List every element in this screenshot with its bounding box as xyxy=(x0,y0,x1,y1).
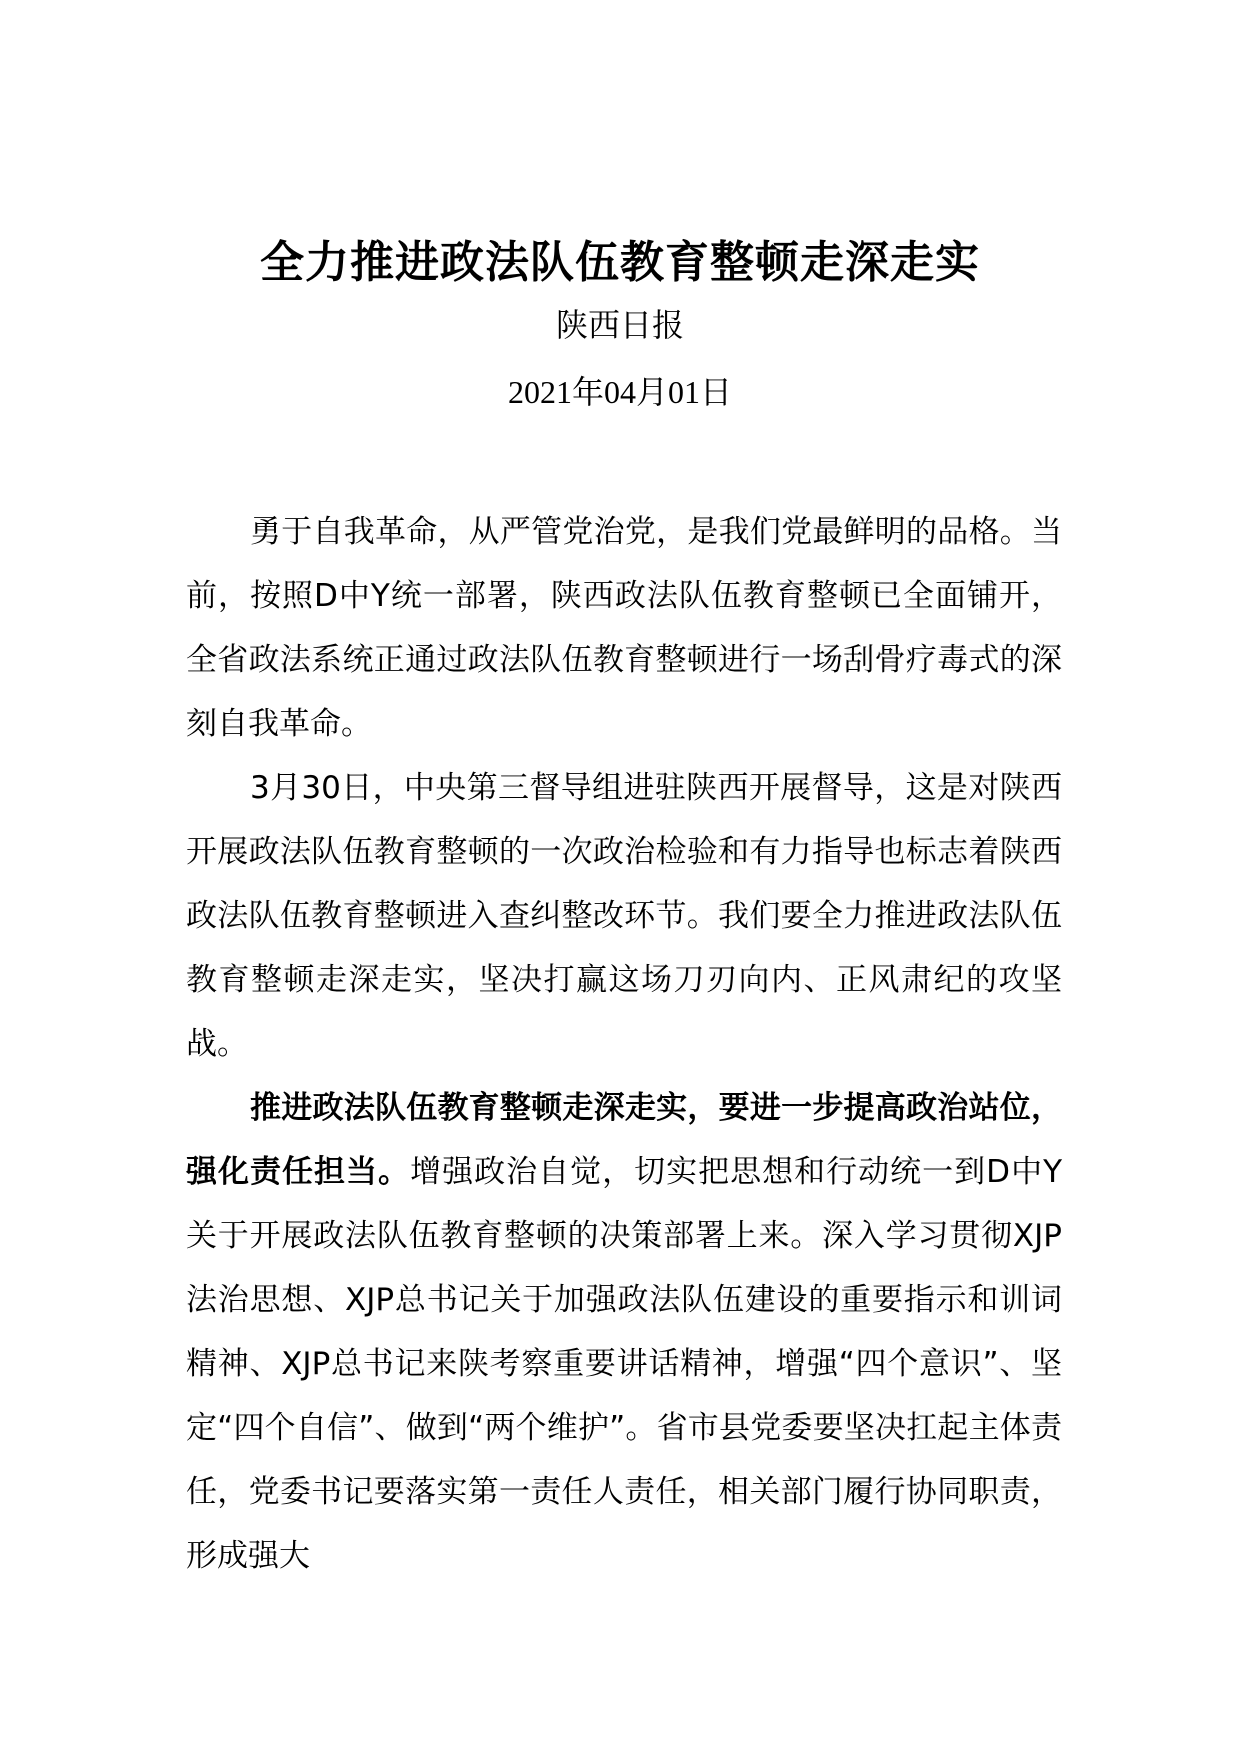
date-line: 2021年04月01日 xyxy=(507,374,732,410)
paragraph-lead: 推进政法队伍教育整顿走深走实，要进一步提高政治站位，强化责任担当。 xyxy=(186,1090,1062,1190)
paragraph-1 xyxy=(186,500,1062,756)
paragraph-2 xyxy=(186,756,1062,1076)
page-title: 全力推进政法队伍教育整顿走深走实 xyxy=(260,237,980,288)
paragraph-text: 3月30日，中央第三督导组进驻陕西开展督导，这是对陕西开展政法队伍教育整顿的一次政治检验和有力指导也标志着陕西政法队伍教育整顿进入查纠整改环节。我们要全力推进政法队伍教育整顿走深走实，坚决打赢这场刀刃向内、正风肃纪的攻坚战。 xyxy=(186,770,1062,1062)
paragraph-text: 勇于自我革命，从严管党治党，是我们党最鲜明的品格。当前，按照D中Y统一部署，陕西政法队伍教育整顿已全面铺开，全省政法系统正通过政法队伍教育整顿进行一场刮骨疗毒式的深刻自我革命。 xyxy=(186,514,1062,742)
source-line: 陕西日报 xyxy=(555,306,684,344)
paragraph-text: 增强政治自觉，切实把思想和行动统一到D中Y关于开展政法队伍教育整顿的决策部署上来。深入学习贯彻XJP法治思想、XJP总书记关于加强政法队伍建设的重要指示和训词精神、XJP总书记来陕考察重要讲话精神，增强“四个意识”、坚定“四个自信”、做到“两个维护”。省市县党委要坚决扛起主体责任，党委书记要落实第一责任人责任，相关部门履行协同职责，形成强大 xyxy=(186,1154,1063,1574)
paragraph-3 xyxy=(186,1076,1062,1588)
article-body xyxy=(186,500,1062,1588)
